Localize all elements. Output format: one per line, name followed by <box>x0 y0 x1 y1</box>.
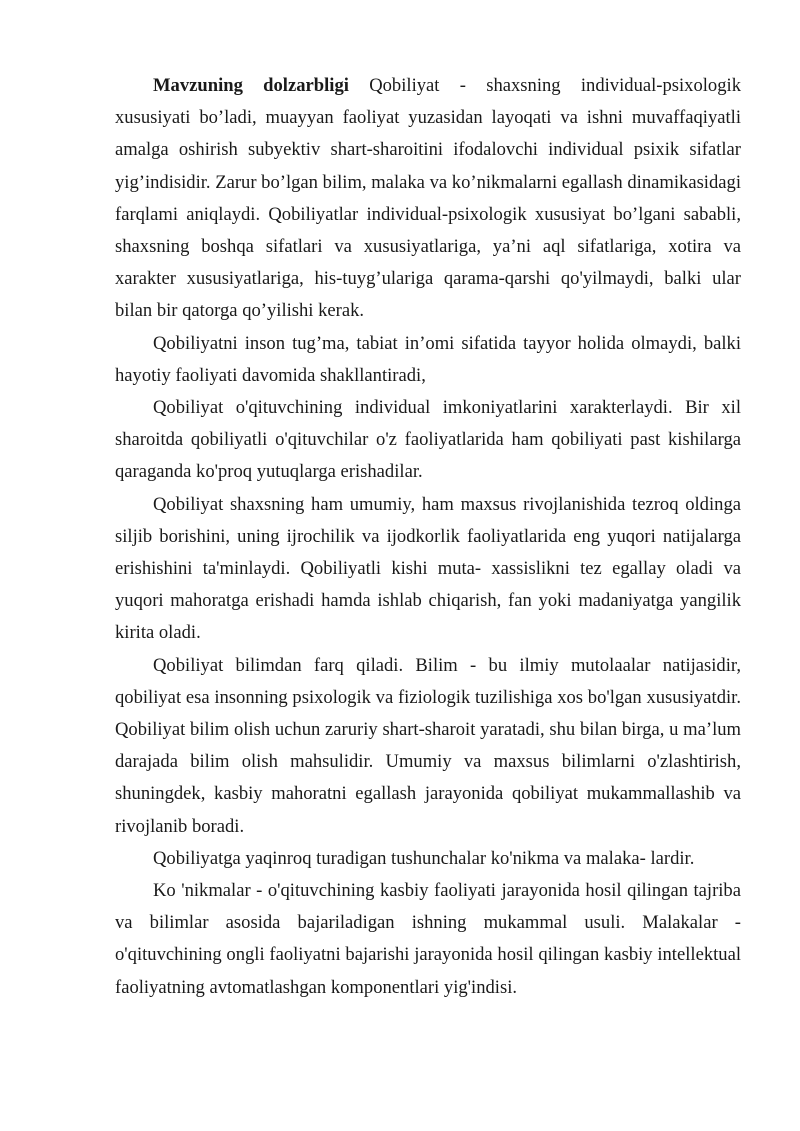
paragraph-5: Qobiliyat bilimdan farq qiladi. Bilim - bu ilmiy mutolaalar natijasidir, qobiliyat esa insonning psixologik va fiziologik tuzilishiga xos bo'lgan xususiyatdir. Qobiliyat bilim olish uchun zaruriy shart-sharoit yaratadi, shu bilan birga, u ma’lum darajada bilim olish mahsulidir. Umumiy va maxsus bilimlarni o'zlashtirish, shuningdek, kasbiy mahoratni egallash jarayonida qobiliyat mukammallashib va rivojlanib boradi. <box>115 654 741 837</box>
paragraph-2: Qobiliyatni inson tug’ma, tabiat in’omi sifatida tayyor holida olmaydi, balki hayotiy faoliyati davomida shakllantiradi, <box>115 332 741 386</box>
paragraph-1 <box>115 70 741 328</box>
paragraph-6: Qobiliyatga yaqinroq turadigan tushunchalar ko'nikma va malaka- lardir. <box>153 847 695 869</box>
paragraph-7: Ko 'nikmalar - o'qituvchining kasbiy faoliyati jarayonida hosil qilingan tajriba va bilimlar asosida bajariladigan ishning mukammal usuli. Malakalar - o'qituvchining ongli faoliyatni bajarishi jarayonida hosil qilingan kasbiy intellektual faoliyatning avtomatlashgan komponentlari yig'indisi. <box>115 880 741 998</box>
document-page <box>115 70 741 1004</box>
paragraph-1-text: Qobiliyat - shaxsning individual-psixologik xususiyati bo’ladi, muayyan faoliyat yuzasidan layoqati va ishni muvaffaqiyatli amalga oshirish subyektiv shart-sharoitini ifodalovchi individual psixik sifatlar yig’indisidir. Zarur bo’lgan bilim, malaka va ko’nikmalarni egallash dinamikasidagi farqlami aniqlaydi. Qobiliyatlar individual-psixologik xususiyat bo’lgani sababli, shaxsning boshqa sifatlari va xususiyatlariga, ya’ni aql sifatlariga, xotira va xarakter xususiyatlariga, his-tuyg’ulariga qarama-qarshi qo'yilmaydi, balki ular bilan bir qatorga qo’yilishi kerak. <box>115 75 741 322</box>
lead-term: Mavzuning dolzarbligi <box>153 75 349 96</box>
paragraph-3: Qobiliyat o'qituvchining individual imkoniyatlarini xarakterlaydi. Bir xil sharoitda qobiliyatli o'qituvchilar o'z faoliyatlarida ham qobiliyati past kishilarga qaraganda ko'proq yutuqlarga erishadilar. <box>115 397 741 483</box>
paragraph-4: Qobiliyat shaxsning ham umumiy, ham maxsus rivojlanishida tezroq oldinga siljib borishini, uning ijrochilik va ijodkorlik faoliyatlarida eng yuqori natijalarga erishishini ta'minlaydi. Qobiliyatli kishi muta- xassislikni tez egallay oladi va yuqori mahoratga erishadi hamda ishlab chiqarish, fan yoki madaniyatga yangilik kirita oladi. <box>115 493 741 644</box>
